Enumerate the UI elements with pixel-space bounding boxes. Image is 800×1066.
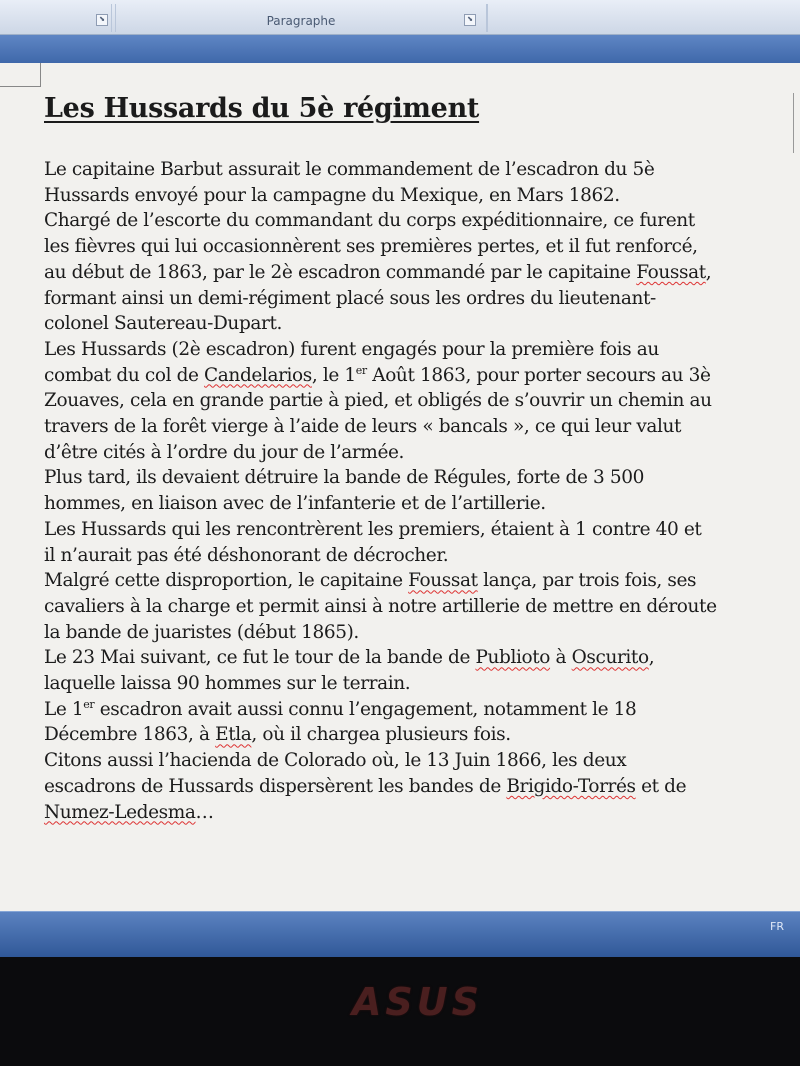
text-line: Zouaves, cela en grande partie à pied, et obligés de s’ouvrir un chemin au: [44, 390, 712, 412]
text-line: escadrons de Hussards dispersèrent les bandes de Brigido-Torrés et de: [44, 775, 687, 797]
text-line: hommes, en liaison avec de l’infanterie et de l’artillerie.: [44, 493, 546, 515]
text-line: Malgré cette disproportion, le capitaine Foussat lança, par trois fois, ses: [44, 570, 697, 592]
text-line: travers de la forêt vierge à l’aide de leurs « bancals », ce qui leur valut: [44, 416, 682, 438]
paragraph: [44, 645, 794, 696]
superscript: er: [83, 697, 95, 711]
spellcheck-flagged-word[interactable]: Etla: [215, 724, 252, 746]
language-indicator[interactable]: FR: [770, 920, 784, 933]
paragraph: [44, 337, 794, 466]
margin-corner-mark: [0, 86, 40, 87]
text-line: Le 1er escadron avait aussi connu l’engagement, notamment le 18: [44, 697, 637, 720]
ribbon: [0, 0, 800, 35]
taskbar: [0, 911, 800, 958]
text-line: Citons aussi l’hacienda de Colorado où, le 13 Juin 1866, les deux: [44, 750, 627, 772]
text-line: la bande de juaristes (début 1865).: [44, 621, 359, 643]
document-title: Les Hussards du 5è régiment: [44, 93, 480, 124]
paragraph: [44, 517, 794, 568]
text-line: combat du col de Candelarios, le 1er Août 1863, pour porter secours au 3è: [44, 363, 711, 386]
ribbon-group-paragraph: [115, 4, 487, 32]
paragraph: [44, 157, 794, 208]
text-line: Numez-Ledesma…: [44, 801, 214, 823]
text-line: Hussards envoyé pour la campagne du Mexique, en Mars 1862.: [44, 184, 620, 206]
spellcheck-flagged-word[interactable]: Candelarios: [204, 364, 312, 386]
spellcheck-flagged-word[interactable]: Brigido-Torrés: [506, 775, 636, 797]
text-line: Décembre 1863, à Etla, où il chargea plusieurs fois.: [44, 724, 511, 746]
document-background-band: [0, 35, 800, 63]
spellcheck-flagged-word[interactable]: Foussat: [408, 570, 478, 592]
text-line: Les Hussards (2è escadron) furent engagés pour la première fois au: [44, 338, 659, 360]
spellcheck-flagged-word[interactable]: Oscurito: [571, 647, 649, 669]
asus-logo: ASUS: [352, 980, 484, 1024]
laptop-bezel: [0, 957, 800, 1066]
text-line: colonel Sautereau-Dupart.: [44, 313, 282, 335]
page-margin-line: [793, 93, 794, 153]
text-line: les fièvres qui lui occasionnèrent ses premières pertes, et il fut renforcé,: [44, 236, 698, 258]
text-line: au début de 1863, par le 2è escadron commandé par le capitaine Foussat,: [44, 261, 712, 283]
paragraph: [44, 697, 794, 748]
text-line: Les Hussards qui les rencontrèrent les premiers, étaient à 1 contre 40 et: [44, 518, 702, 540]
document-page[interactable]: [0, 63, 800, 911]
text-line: Chargé de l’escorte du commandant du corps expéditionnaire, ce furent: [44, 210, 695, 232]
paragraph: [44, 568, 794, 645]
paragraph: [44, 748, 794, 825]
paragraph: [44, 208, 794, 337]
text-line: formant ainsi un demi-régiment placé sous les ordres du lieutenant-: [44, 287, 656, 309]
paragraph: [44, 465, 794, 516]
text-line: cavaliers à la charge et permit ainsi à notre artillerie de mettre en déroute: [44, 595, 717, 617]
text-line: Le capitaine Barbut assurait le commandement de l’escadron du 5è: [44, 159, 655, 180]
spellcheck-flagged-word[interactable]: Numez-Ledesma: [44, 801, 196, 823]
dialog-launcher-icon[interactable]: ⬊: [96, 14, 108, 26]
text-line: laquelle laissa 90 hommes sur le terrain.: [44, 673, 411, 695]
ribbon-group-left: [0, 4, 112, 32]
paragraph-dialog-launcher-icon[interactable]: ⬊: [464, 14, 476, 26]
margin-corner-mark: [40, 63, 41, 87]
text-line: Plus tard, ils devaient détruire la bande de Régules, forte de 3 500: [44, 467, 644, 489]
text-line: Le 23 Mai suivant, ce fut le tour de la bande de Publioto à Oscurito,: [44, 647, 655, 669]
text-line: il n’aurait pas été déshonorant de décrocher.: [44, 544, 449, 566]
ribbon-group-label: Paragraphe: [266, 14, 336, 28]
spellcheck-flagged-word[interactable]: Foussat: [636, 261, 706, 283]
document-body[interactable]: [44, 157, 794, 825]
spellcheck-flagged-word[interactable]: Publioto: [475, 647, 551, 669]
text-line: d’être cités à l’ordre du jour de l’armée.: [44, 441, 405, 463]
superscript: er: [355, 363, 367, 377]
ribbon-group-right: [487, 4, 800, 32]
